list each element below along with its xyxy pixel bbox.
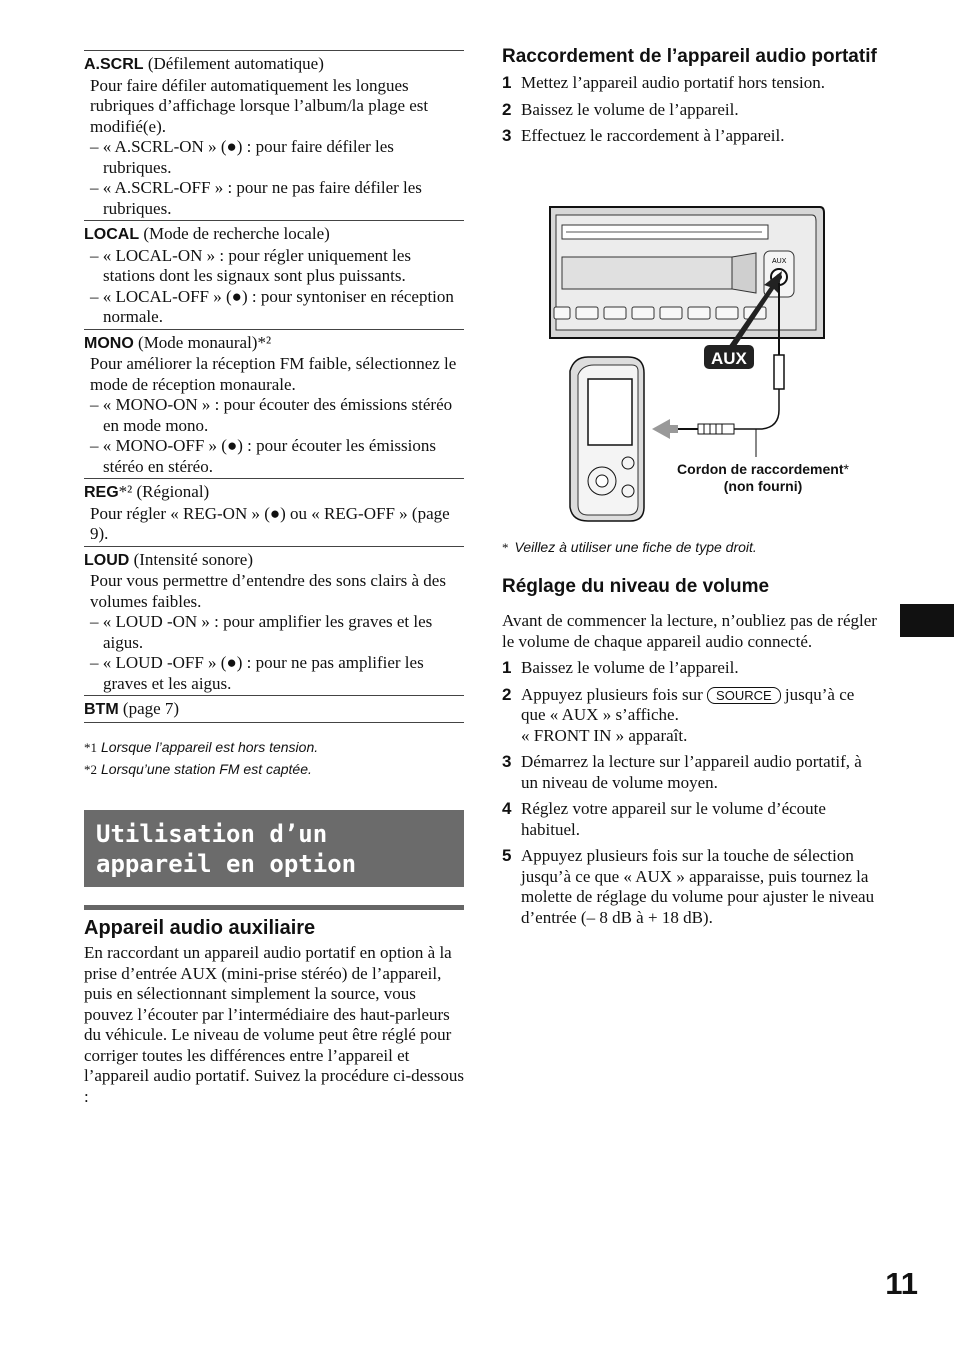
jack-label: AUX bbox=[772, 258, 787, 265]
section-title: Appareil audio auxiliaire bbox=[84, 917, 316, 939]
volume-title: Réglage du niveau de volume bbox=[502, 576, 770, 597]
term-head bbox=[84, 54, 464, 76]
svg-text:AUX: AUX bbox=[711, 349, 747, 368]
connection-section bbox=[502, 46, 882, 147]
volume-intro: Avant de commencer la lecture, n’oubliez pas de régler le volume de chaque appareil audio connecté. bbox=[502, 611, 877, 651]
step: 2 Baissez le volume de l’appareil. bbox=[502, 99, 739, 119]
settings-list bbox=[84, 50, 464, 781]
step: 1 Mettez l’appareil audio portatif hors tension. bbox=[502, 73, 826, 92]
term-option: – « MONO-OFF » (●) : pour écouter les émissions stéréo en stéréo. bbox=[90, 436, 436, 476]
term-description: Pour régler « REG-ON » (●) ou « REG-OFF » (page 9). bbox=[90, 503, 450, 543]
volume-section bbox=[502, 576, 882, 928]
step: 4 Réglez votre appareil sur le volume d’écoute habituel. bbox=[502, 799, 826, 839]
step: 5 Appuyez plusieurs fois sur la touche de sélection jusqu’à ce que « AUX » apparaisse, puis tournez la molette de réglage du volume pour ajuster le niveau d’entrée (– 8 dB à + 18 dB). bbox=[502, 846, 875, 927]
connection-title: Raccordement de l’appareil audio portatif bbox=[502, 46, 877, 67]
term-option: – « LOUD -OFF » (●) : pour ne pas amplifier les graves et les aigus. bbox=[90, 653, 424, 693]
setting-term bbox=[84, 329, 464, 479]
term-option: – « A.SCRL-ON » (●) : pour faire défiler les rubriques. bbox=[90, 137, 394, 177]
term-head bbox=[84, 699, 464, 721]
term-suffix: (page 7) bbox=[118, 699, 180, 718]
setting-term bbox=[84, 478, 464, 546]
term-suffix: (Mode de recherche locale) bbox=[139, 224, 330, 243]
footnote: *1 Lorsque l’appareil est hors tension. bbox=[84, 738, 319, 755]
term-option: – « LOCAL-OFF » (●) : pour syntoniser en réception normale. bbox=[90, 286, 454, 326]
setting-term bbox=[84, 546, 464, 696]
term-option: – « MONO-ON » : pour écouter des émissions stéréo en mode mono. bbox=[90, 395, 453, 435]
step: 3 Effectuez le raccordement à l’appareil. bbox=[502, 126, 785, 145]
setting-term bbox=[84, 50, 464, 220]
source-button-label: SOURCE bbox=[707, 687, 781, 704]
setting-term bbox=[84, 695, 464, 723]
term-option: – « A.SCRL-OFF » : pour ne pas faire défiler les rubriques. bbox=[90, 178, 422, 218]
term-suffix: (Intensité sonore) bbox=[129, 549, 254, 569]
term-description: Pour améliorer la réception FM faible, sélectionnez le mode de réception monaurale. bbox=[90, 354, 457, 394]
setting-term bbox=[84, 220, 464, 329]
term-name: LOCAL bbox=[84, 226, 140, 243]
term-option: – « LOUD -ON » : pour amplifier les graves et les aigus. bbox=[90, 612, 433, 652]
term-name: MONO bbox=[84, 334, 134, 352]
aux-section bbox=[84, 905, 464, 1107]
car-stereo-illustration bbox=[550, 207, 824, 338]
term-option: – « LOCAL-ON » : pour régler uniquement les stations dont les signaux sont plus puissants. bbox=[90, 245, 412, 285]
term-name: A.SCRL bbox=[84, 56, 144, 73]
term-name: LOUD bbox=[84, 551, 130, 569]
term-head bbox=[84, 482, 464, 504]
term-head bbox=[84, 550, 464, 572]
term-name: BTM bbox=[84, 701, 119, 718]
term-head bbox=[84, 224, 464, 246]
footnotes bbox=[84, 737, 464, 781]
term-suffix: *² (Régional) bbox=[118, 482, 210, 501]
step: 2 Appuyez plusieurs fois sur SOURCE jusqu’à ce que « AUX » s’affiche. « FRONT IN » apparaît. bbox=[502, 684, 855, 745]
connection-diagram bbox=[548, 205, 849, 525]
footnote: *2 Lorsqu’une station FM est captée. bbox=[84, 760, 312, 777]
portable-player-illustration bbox=[570, 357, 644, 521]
term-description: Pour faire défiler automatiquement les longues rubriques d’affichage lorsque l’album/la plage est modifié(e). bbox=[90, 75, 429, 136]
figure-footnote: * Veillez à utiliser une fiche de type droit. bbox=[502, 539, 757, 555]
section-body: En raccordant un appareil audio portatif en option à la prise d’entrée AUX (mini-prise stéréo) de l’appareil, puis en sélectionnant simplement la source, vous pouvez l’écouter par l’intermédiaire des haut-parleurs du véhicule. Le niveau de volume peut être réglé pour corriger toutes les différences entre l’appareil et l’appareil audio portatif. Suivez la procédure ci-dessous : bbox=[84, 943, 465, 1106]
section-rule bbox=[84, 905, 464, 910]
section-banner: Utilisation d’un appareil en option bbox=[84, 810, 464, 887]
page-number: 11 bbox=[885, 1266, 918, 1301]
step: 3 Démarrez la lecture sur l’appareil audio portatif, à un niveau de volume moyen. bbox=[502, 752, 862, 792]
aux-badge-icon bbox=[704, 345, 754, 369]
cable-caption: Cordon de raccordement* (non fourni) bbox=[677, 461, 849, 494]
term-head bbox=[84, 333, 464, 355]
term-suffix: (Défilement automatique) bbox=[143, 54, 324, 73]
step: 1 Baissez le volume de l’appareil. bbox=[502, 658, 739, 677]
term-suffix: (Mode monaural)*² bbox=[133, 332, 272, 352]
term-description: Pour vous permettre d’entendre des sons clairs à des volumes faibles. bbox=[90, 571, 446, 611]
chapter-tab bbox=[900, 604, 954, 637]
term-name: REG bbox=[84, 484, 119, 501]
terms-container bbox=[84, 50, 464, 723]
